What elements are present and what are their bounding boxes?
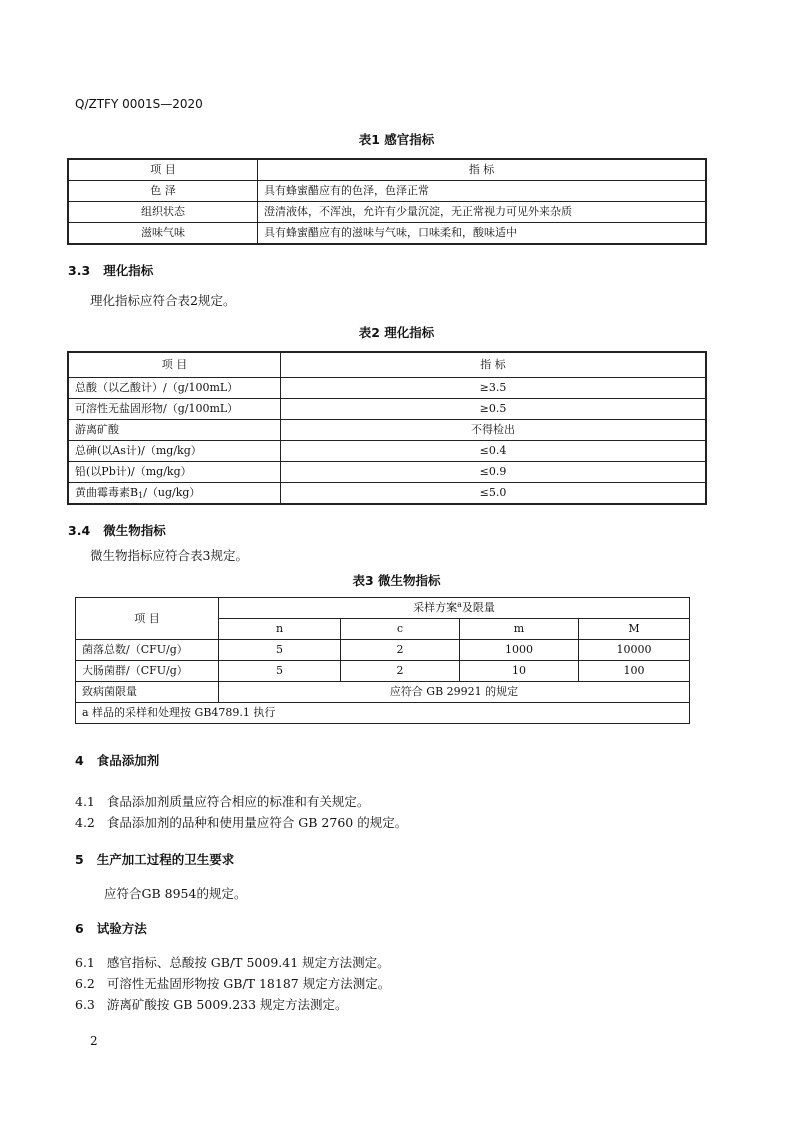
- clause-number: 6.3: [75, 997, 95, 1012]
- section-5-body: 应符合GB 8954的规定。: [104, 886, 247, 901]
- clause-number: 6.1: [75, 955, 95, 970]
- table1-sensory: [67, 158, 707, 245]
- section-title: 生产加工过程的卫生要求: [96, 852, 235, 867]
- row-label: 组织状态: [68, 202, 258, 223]
- cell-c: 2: [341, 640, 460, 661]
- section-number: 6: [75, 921, 84, 936]
- cell-M: 100: [579, 661, 690, 682]
- row-value: ≤0.4: [281, 441, 707, 462]
- cell-c: 2: [341, 661, 460, 682]
- table-row: [68, 223, 706, 245]
- clause-text: 游离矿酸按 GB 5009.233 规定方法测定。: [106, 997, 348, 1012]
- row-label: 总砷(以As计)/（mg/kg）: [68, 441, 281, 462]
- row-label: 铅(以Pb计)/（mg/kg）: [68, 462, 281, 483]
- clause-text: 感官指标、总酸按 GB/T 5009.41 规定方法测定。: [106, 955, 390, 970]
- document-code: Q/ZTFY 0001S—2020: [75, 97, 203, 111]
- table-row: [76, 682, 690, 703]
- row-value: ≥0.5: [281, 399, 707, 420]
- table-row: [68, 378, 706, 399]
- table3-microbial: [75, 597, 690, 724]
- row-label: 色 泽: [68, 181, 258, 202]
- table-row: [68, 462, 706, 483]
- table2-physicochemical: [67, 351, 707, 505]
- cell-m: 1000: [460, 640, 579, 661]
- cell-m: 10: [460, 661, 579, 682]
- table-header-row: [68, 159, 706, 181]
- section-5-heading: [75, 850, 234, 868]
- row-label: 大肠菌群/（CFU/g）: [76, 661, 219, 682]
- table-row: [68, 399, 706, 420]
- table-row: [68, 202, 706, 223]
- table-footnote: a 样品的采样和处理按 GB4789.1 执行: [76, 703, 690, 724]
- section-number: 3.3: [68, 263, 91, 278]
- pathogen-value: 应符合 GB 29921 的规定: [219, 682, 690, 703]
- row-value: ≥3.5: [281, 378, 707, 399]
- cell-n: 5: [219, 640, 341, 661]
- column-header-indicator: 指 标: [258, 159, 707, 181]
- table3-caption: 表3 微生物指标: [352, 573, 441, 588]
- section-3-3-body: 理化指标应符合表2规定。: [90, 293, 236, 308]
- page-number: 2: [90, 1034, 98, 1048]
- section-title: 食品添加剂: [96, 753, 160, 768]
- cell-n: 5: [219, 661, 341, 682]
- row-value: 具有蜂蜜醋应有的滋味与气味，口味柔和，酸味适中: [258, 223, 707, 245]
- row-value: 具有蜂蜜醋应有的色泽，色泽正常: [258, 181, 707, 202]
- plan-header-suffix: 及限量: [461, 601, 495, 614]
- footnote-marker: a: [457, 600, 462, 609]
- table-footnote-row: [76, 703, 690, 724]
- table-header-row: [76, 598, 690, 619]
- clause-number: 4.1: [75, 794, 95, 809]
- table-row: [76, 661, 690, 682]
- row-value: 不得检出: [281, 420, 707, 441]
- column-header-item: 项 目: [76, 598, 219, 640]
- plan-header-text: 采样方案: [413, 601, 458, 614]
- table1-caption: 表1 感官指标: [358, 132, 435, 147]
- clause-6-2: [75, 974, 390, 992]
- column-header-n: n: [219, 619, 341, 640]
- clause-6-3: [75, 995, 348, 1013]
- column-header-M: M: [579, 619, 690, 640]
- clause-text: 食品添加剂质量应符合相应的标准和有关规定。: [106, 794, 370, 809]
- section-number: 3.4: [68, 523, 91, 538]
- table2-caption: 表2 理化指标: [358, 325, 435, 340]
- row-label: 致病菌限量: [76, 682, 219, 703]
- section-title: 试验方法: [96, 921, 147, 936]
- row-label: 游离矿酸: [68, 420, 281, 441]
- cell-M: 10000: [579, 640, 690, 661]
- section-3-3-heading: [68, 261, 153, 279]
- row-label: 总酸（以乙酸计）/（g/100mL）: [68, 378, 281, 399]
- column-header-item: 项 目: [68, 352, 281, 378]
- table-row: [68, 420, 706, 441]
- table-row: [68, 441, 706, 462]
- row-label: 滋味气味: [68, 223, 258, 245]
- aflatoxin-unit: /（ug/kg）: [143, 486, 201, 499]
- table-row: [68, 181, 706, 202]
- table-row: [68, 483, 706, 505]
- clause-text: 可溶性无盐固形物按 GB/T 18187 规定方法测定。: [106, 976, 391, 991]
- clause-4-1: [75, 792, 369, 810]
- row-value: 澄清液体，不浑浊，允许有少量沉淀，无正常视力可见外来杂质: [258, 202, 707, 223]
- table-header-row: [68, 352, 706, 378]
- section-6-heading: [75, 919, 147, 937]
- section-4-heading: [75, 751, 159, 769]
- clause-4-2: [75, 813, 407, 831]
- clause-number: 6.2: [75, 976, 95, 991]
- table-row: [76, 640, 690, 661]
- row-label: 可溶性无盐固形物/（g/100mL）: [68, 399, 281, 420]
- column-header-sampling-plan: [219, 598, 690, 619]
- column-header-c: c: [341, 619, 460, 640]
- section-3-4-heading: [68, 521, 166, 539]
- aflatoxin-name: 黄曲霉毒素B: [75, 486, 139, 499]
- column-header-item: 项 目: [68, 159, 258, 181]
- column-header-m: m: [460, 619, 579, 640]
- row-value: ≤0.9: [281, 462, 707, 483]
- aflatoxin-subscript: 1: [138, 491, 144, 500]
- row-label-aflatoxin: [68, 483, 281, 505]
- section-title: 理化指标: [103, 263, 154, 278]
- clause-text: 食品添加剂的品种和使用量应符合 GB 2760 的规定。: [106, 815, 408, 830]
- section-title: 微生物指标: [103, 523, 166, 538]
- row-label: 菌落总数/（CFU/g）: [76, 640, 219, 661]
- clause-number: 4.2: [75, 815, 95, 830]
- section-number: 4: [75, 753, 84, 768]
- row-value: ≤5.0: [281, 483, 707, 505]
- clause-6-1: [75, 953, 390, 971]
- section-number: 5: [75, 852, 84, 867]
- column-header-indicator: 指 标: [281, 352, 707, 378]
- section-3-4-body: 微生物指标应符合表3规定。: [90, 548, 248, 563]
